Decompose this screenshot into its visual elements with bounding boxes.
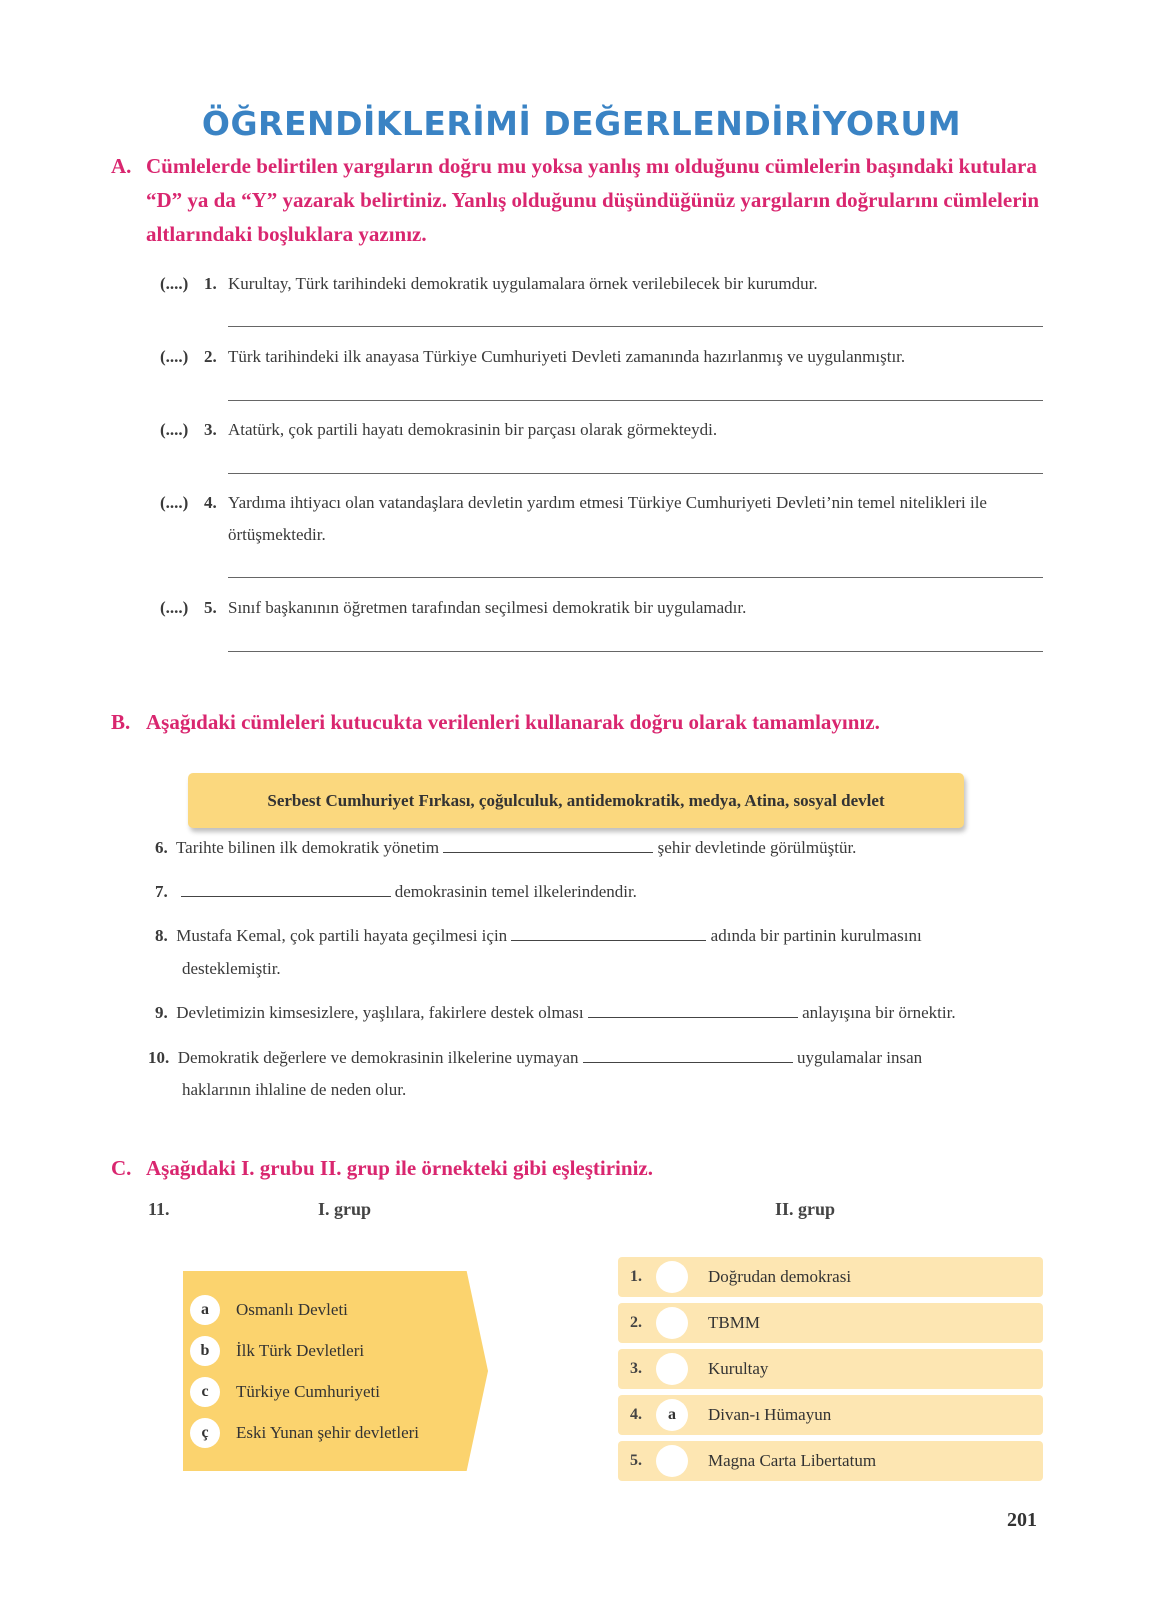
row-number: 1. [630, 1268, 642, 1285]
question-text-before: Tarihte bilinen ilk demokratik yönetim [175, 838, 440, 857]
group2-row-2 [618, 1303, 1043, 1343]
question-number: 8. [155, 926, 168, 945]
section-c-text: Aşağıdaki I. grubu II. grup ile örnekteki gibi eşleştiriniz. [146, 1156, 653, 1180]
item-label: İlk Türk Devletleri [236, 1341, 365, 1360]
answer-box[interactable]: (....) [160, 274, 189, 293]
answer-circle[interactable] [656, 1261, 688, 1293]
question-10-line2: haklarının ihlaline de neden olur. [182, 1080, 407, 1099]
row-number: 2. [630, 1314, 642, 1331]
item-letter: ç [190, 1418, 220, 1448]
question-text-after: şehir devletinde görülmüştür. [657, 838, 857, 857]
fill-blank[interactable] [443, 834, 653, 853]
question-11-number: 11. [148, 1199, 170, 1219]
fill-blank[interactable] [583, 1044, 793, 1063]
answer-line-3[interactable] [228, 473, 1043, 474]
fill-blank[interactable] [588, 999, 798, 1018]
answer-line-5[interactable] [228, 651, 1043, 652]
question-9 [155, 997, 1045, 1029]
question-8-line2: desteklemiştir. [182, 959, 281, 978]
answer-line-1[interactable] [228, 326, 1043, 327]
section-b-text: Aşağıdaki cümleleri kutucukta verilenleri kullanarak doğru olarak tamamlayınız. [146, 710, 880, 734]
page-title: ÖĞRENDİKLERİMİ DEĞERLENDİRİYORUM [201, 104, 962, 143]
question-number: 4. [204, 493, 217, 512]
answer-line-2[interactable] [228, 400, 1043, 401]
group1-item-c-cedilla [190, 1417, 419, 1449]
answer-box[interactable]: (....) [160, 347, 189, 366]
answer-box[interactable]: (....) [160, 420, 189, 439]
question-text-before: Mustafa Kemal, çok partili hayata geçilmesi için [176, 926, 508, 945]
fill-blank[interactable] [181, 878, 391, 897]
question-number: 2. [204, 347, 217, 366]
row-label: Magna Carta Libertatum [708, 1451, 877, 1470]
question-text-before: Devletimizin kimsesizlere, yaşlılara, fakirlere destek olması [176, 1003, 584, 1022]
answer-box[interactable]: (....) [160, 598, 189, 617]
answer-circle[interactable] [656, 1353, 688, 1385]
row-label: Kurultay [708, 1359, 769, 1378]
group1-item-c [190, 1376, 380, 1408]
question-text: Yardıma ihtiyacı olan vatandaşlara devletin yardım etmesi Türkiye Cumhuriyeti Devleti’nin temel nitelikleri ile örtüşmektedir. [228, 493, 987, 544]
item-letter: c [190, 1377, 220, 1407]
question-10 [148, 1042, 1043, 1074]
group1-label: I. grup [318, 1199, 372, 1219]
question-number: 10. [148, 1048, 170, 1067]
fill-blank[interactable] [511, 922, 706, 941]
question-text-after: demokrasinin temel ilkelerindendir. [394, 882, 637, 901]
question-text-before: Demokratik değerlere ve demokrasinin ilkelerine uymayan [177, 1048, 579, 1067]
question-8 [155, 920, 1045, 952]
section-a-text: Cümlelerde belirtilen yargıların doğru mu yoksa yanlış mı olduğunu cümlelerin başındaki kutulara “D” ya da “Y” yazarak belirtiniz. Yanlış olduğunu düşündüğünüz yargıların doğrularını cümlelerin altlarındaki boşluklara yazınız. [146, 154, 1040, 246]
question-text-after: anlayışına bir örnektir. [802, 1003, 956, 1022]
group2-row-4 [618, 1395, 1043, 1435]
question-text-after: uygulamalar insan [797, 1048, 923, 1067]
section-b-instruction [111, 705, 1051, 739]
answer-circle[interactable] [656, 1307, 688, 1339]
answer-circle[interactable] [656, 1445, 688, 1477]
question-text-after: adında bir partinin kurulmasını [710, 926, 922, 945]
item-label: Osmanlı Devleti [236, 1300, 348, 1319]
question-6 [155, 832, 1045, 864]
word-bank-text: Serbest Cumhuriyet Fırkası, çoğulculuk, antidemokratik, medya, Atina, sosyal devlet [267, 790, 885, 810]
question-text: Türk tarihindeki ilk anayasa Türkiye Cumhuriyeti Devleti zamanında hazırlanmış ve uygulanmıştır. [228, 347, 906, 366]
answer-circle[interactable]: a [656, 1399, 688, 1431]
row-label: Doğrudan demokrasi [708, 1267, 852, 1286]
item-letter: b [190, 1336, 220, 1366]
row-label: TBMM [708, 1313, 760, 1332]
group1-item-a [190, 1294, 348, 1326]
row-number: 3. [630, 1360, 642, 1377]
group1-item-b [190, 1335, 364, 1367]
section-c-letter: C. [111, 1156, 132, 1180]
question-number: 7. [155, 882, 168, 901]
item-letter: a [190, 1295, 220, 1325]
question-number: 6. [155, 838, 168, 857]
section-b-letter: B. [111, 710, 131, 734]
section-c-instruction [111, 1151, 1051, 1185]
question-number: 3. [204, 420, 217, 439]
row-number: 4. [630, 1406, 642, 1423]
page-number: 201 [1007, 1509, 1037, 1531]
group2-label: II. grup [775, 1199, 836, 1219]
row-label: Divan-ı Hümayun [708, 1405, 832, 1424]
item-label: Türkiye Cumhuriyeti [236, 1382, 381, 1401]
group2-row-5 [618, 1441, 1043, 1481]
question-number: 1. [204, 274, 217, 293]
section-a-letter: A. [111, 154, 132, 178]
word-bank-box [188, 773, 964, 828]
group2-row-3 [618, 1349, 1043, 1389]
answer-line-4[interactable] [228, 577, 1043, 578]
question-number: 9. [155, 1003, 168, 1022]
question-text: Kurultay, Türk tarihindeki demokratik uygulamalara örnek verilebilecek bir kurumdur. [228, 274, 818, 293]
answer-box[interactable]: (....) [160, 493, 189, 512]
item-label: Eski Yunan şehir devletleri [236, 1423, 420, 1442]
question-text: Sınıf başkanının öğretmen tarafından seçilmesi demokratik bir uygulamadır. [228, 598, 747, 617]
group2-row-1 [618, 1257, 1043, 1297]
row-number: 5. [630, 1452, 642, 1469]
question-number: 5. [204, 598, 217, 617]
section-a-instruction [111, 149, 1051, 251]
question-7 [155, 876, 1045, 908]
question-text: Atatürk, çok partili hayatı demokrasinin bir parçası olarak görmekteydi. [228, 420, 718, 439]
